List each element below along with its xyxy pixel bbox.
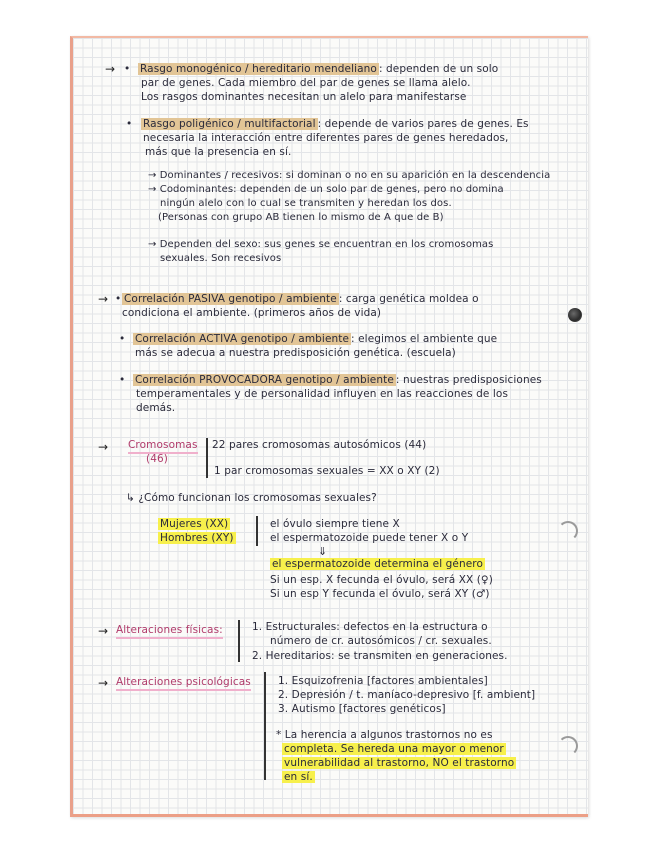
bullet1-line2: par de genes. Cada miembro del par de genes se llama alelo. (141, 77, 471, 89)
bullet2-line3: más que la presencia en sí. (145, 146, 292, 158)
si-x-line: Si un esp. X fecunda el óvulo, será XX (♀) (270, 574, 493, 586)
bullet1-line1 (138, 63, 498, 76)
arrow-icon: → (98, 676, 109, 690)
corr2-text: : elegimos el ambiente que (351, 333, 498, 345)
psi-1: 1. Esquizofrenia [factores ambientales] (278, 675, 488, 687)
bullet1-line3: Los rasgos dominantes necesitan un alelo para manifestarse (141, 91, 467, 103)
corr3-line3: demás. (136, 402, 176, 414)
note-line-1: * La herencia a algunos trastornos no es (276, 729, 493, 741)
corr1-title: Correlación PASIVA genotipo / ambiente (124, 293, 337, 305)
arrow-icon: → (98, 624, 109, 638)
esperma-line: el espermatozoide puede tener X o Y (270, 532, 469, 544)
sub-sexo-2: sexuales. Son recesivos (160, 253, 282, 264)
sexuales-line: 1 par cromosomas sexuales = XX o XY (2) (214, 465, 440, 477)
bullet-dot: • (119, 374, 126, 386)
corr2-line2: más se adecua a nuestra predisposición genética. (escuela) (135, 347, 456, 359)
brace-line (238, 620, 240, 662)
cromosomas-title: Cromosomas (128, 439, 198, 454)
cromosomas-count: (46) (146, 453, 168, 465)
determina-line (270, 558, 485, 571)
fisicas-2: 2. Hereditarios: se transmiten en generaciones. (252, 650, 508, 662)
arrow-icon: → (98, 440, 109, 454)
corr1-line2: condiciona el ambiente. (primeros años de vida) (122, 307, 382, 319)
bullet1-text: : dependen de un solo (378, 63, 499, 75)
fisicas-1b: número de cr. autosómicos / cr. sexuales. (270, 635, 492, 647)
note-text-4: en sí. (284, 771, 313, 783)
bullet1-title: Rasgo monogénico / hereditario mendeliano (140, 63, 377, 75)
sub-codominantes-3: (Personas con grupo AB tienen lo mismo de A que de B) (158, 212, 444, 223)
psicologicas-title: Alteraciones psicológicas (116, 676, 251, 691)
corr3-text: : nuestras predisposiciones (395, 374, 542, 386)
ovulo-line: el óvulo siempre tiene X (270, 518, 400, 530)
brace-line (264, 672, 266, 780)
note-text-3: vulnerabilidad al trastorno, NO el trastorno (284, 757, 515, 769)
arrow-icon: → (98, 292, 109, 306)
corr3-line2: temperamentales y de personalidad influyen en las reacciones de los (136, 388, 509, 400)
sub-sexo-1: → Dependen del sexo: sus genes se encuentran en los cromosomas (148, 239, 494, 250)
psi-2: 2. Depresión / t. maníaco-depresivo [f. ambient] (278, 689, 536, 701)
bullet2-line2: necesaria la interacción entre diferentes pares de genes heredados, (143, 132, 509, 144)
note-line-4 (282, 771, 315, 784)
bullet-dot: • (126, 118, 133, 130)
note-line-2 (282, 743, 506, 756)
determina-text: el espermatozoide determina el género (272, 558, 483, 570)
mujeres-text: Mujeres (XX) (160, 518, 229, 530)
sub-codominantes-2: ningún alelo con lo cual se transmiten y heredan los dos. (160, 198, 452, 209)
corr3-title: Correlación PROVOCADORA genotipo / ambiente (135, 374, 394, 386)
brace-line (256, 516, 258, 546)
arrow-icon: → (105, 62, 116, 76)
question-line: ↳ ¿Cómo funcionan los cromosomas sexuales? (126, 492, 377, 504)
corr2-title: Correlación ACTIVA genotipo / ambiente (135, 333, 350, 345)
bullet2-title: Rasgo poligénico / multifactorial (143, 118, 316, 130)
hombres-text: Hombres (XY) (160, 532, 234, 544)
psi-3: 3. Autismo [factores genéticos] (278, 703, 446, 715)
down-arrow-icon: ⇓ (318, 545, 328, 558)
sub-codominantes-1: → Codominantes: dependen de un solo par de genes, pero no domina (148, 184, 504, 195)
sub-dominantes: → Dominantes / recesivos: si dominan o no en su aparición en la descendencia (148, 170, 551, 181)
mujeres-label (158, 518, 230, 531)
bullet-dot: • (124, 63, 131, 75)
note-line-3 (282, 757, 516, 770)
bullet2-text: : depende de varios pares de genes. Es (317, 118, 529, 130)
binder-ring (558, 736, 578, 756)
corr1-text: : carga genética moldea o (338, 293, 479, 305)
fisicas-title: Alteraciones físicas: (116, 624, 223, 639)
corr2-line1 (133, 333, 497, 346)
si-y-line: Si un esp Y fecunda el óvulo, será XY (♂) (270, 588, 490, 600)
brace-line (206, 438, 208, 478)
fisicas-1: 1. Estructurales: defectos en la estructura o (252, 621, 488, 633)
binder-ring (558, 521, 578, 541)
hombres-label (158, 532, 236, 545)
autosomas-line: 22 pares cromosomas autosómicos (44) (212, 439, 427, 451)
corr3-line1 (133, 374, 542, 387)
note-text-2: completa. Se hereda una mayor o menor (284, 743, 504, 755)
corr1-line1 (122, 293, 479, 306)
bullet2-line1 (141, 118, 529, 131)
bullet-dot: • (119, 333, 126, 345)
bullet-dot: • (115, 293, 122, 305)
